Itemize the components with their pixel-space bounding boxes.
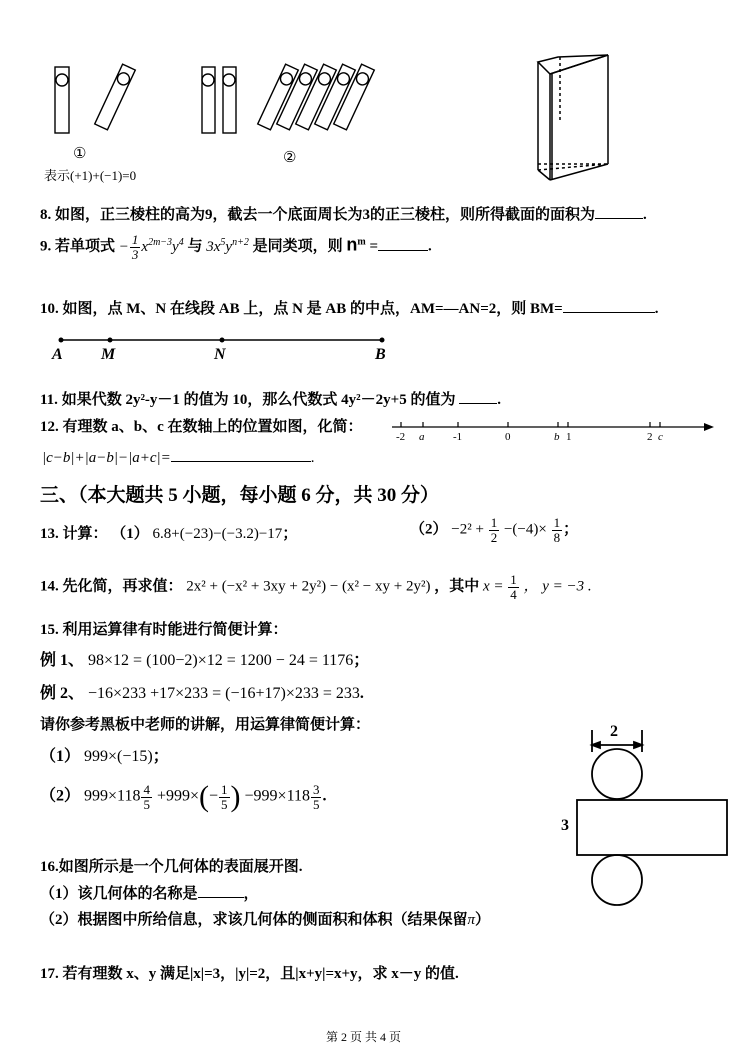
question-15-instruction: 请你参考黑板中老师的讲解，用运算律简便计算： (40, 717, 371, 733)
punctuation: ； (353, 652, 370, 669)
punctuation: . (654, 301, 659, 317)
punctuation: ） (475, 912, 491, 928)
question-number: 15. (40, 622, 59, 638)
question-number: 16 (40, 859, 55, 875)
expression-1: 6.8+(−23)−(−3.2)−17 (152, 526, 283, 542)
question-9 (40, 233, 432, 261)
example-expression: −16×233 +17×233 = (−16+17)×233 = 233 (88, 685, 360, 702)
expression: 999×(−15) (84, 748, 153, 765)
question-number: 13. (40, 526, 59, 542)
answer-blank[interactable] (563, 297, 655, 313)
question-15-part-1 (40, 743, 169, 766)
power-n: n (346, 234, 358, 255)
monomial-1: − $\frac{1}{3}$ $x^{2m-3}y^4$ (118, 232, 184, 262)
page-footer: 第 2 页 共 4 页 (326, 1030, 402, 1044)
expression-c: −999×118 (244, 787, 310, 805)
question-10 (40, 297, 658, 318)
punctuation: . (359, 685, 364, 702)
part-label: （2） (410, 521, 448, 538)
figure-label-1: ① (73, 146, 87, 162)
question-number: 9. (40, 238, 52, 255)
equals: = (369, 238, 378, 255)
punctuation: ； (152, 748, 169, 765)
expression: 2x² + (−x² + 3xy + 2y²) − (x² − xy + 2y²) (186, 578, 431, 595)
monomial-2: $3x^5y^{n+2}$ (206, 236, 249, 255)
answer-blank[interactable] (171, 446, 311, 462)
question-number: 14. (40, 578, 59, 595)
question-number: 12. (40, 419, 59, 435)
counting-sticks-figure (40, 55, 380, 170)
height-label: 3 (561, 817, 569, 834)
exponent-m: m (357, 236, 366, 248)
answer-blank[interactable] (595, 203, 643, 219)
tick-c: c (658, 431, 663, 443)
example-label: 例 2、 (40, 685, 85, 702)
stick-vertical (55, 67, 69, 133)
question-number: 8. (40, 207, 52, 223)
question-17 (40, 962, 459, 983)
tick-minus-1: -1 (453, 431, 463, 443)
question-text: .如图所示是一个几何体的表面展开图. (55, 859, 303, 875)
point-m-label: M (101, 346, 116, 363)
tick-0: 0 (505, 431, 511, 443)
example-2 (40, 680, 364, 703)
question-11 (40, 388, 501, 409)
punctuation: ； (282, 526, 298, 542)
section-3-heading: 三、（本大题共 5 小题，每小题 6 分，共 30 分） (40, 485, 440, 506)
question-8 (40, 203, 647, 224)
question-15 (40, 618, 288, 639)
question-text: 与 (187, 238, 203, 255)
point-a-label: A (52, 346, 63, 363)
point-b-label: B (375, 346, 386, 363)
punctuation: . (322, 787, 327, 805)
part-label: （1） (40, 748, 81, 765)
question-number: 17. (40, 966, 59, 982)
tick-2: 2 (647, 431, 653, 443)
tick-minus-2: -2 (396, 431, 406, 443)
part-text: （1）该几何体的名称是 (40, 886, 198, 902)
x-value: x = (482, 578, 504, 595)
stick-vertical (202, 67, 215, 133)
example-expression: 98×12 = (100−2)×12 = 1200 − 24 = 1176 (88, 652, 354, 669)
triangular-prism-figure (530, 52, 615, 192)
part-text: （2）根据图中所给信息，求该几何体的侧面积和体积（结果保留 (40, 912, 468, 928)
part-label: （1） (111, 526, 149, 542)
question-text: 若有理数 x、y 满足|x|=3，|y|=2，且|x+y|=x+y，求 x－y 的值. (62, 966, 459, 982)
figure-caption: 表示(+1)+(−1)=0 (44, 168, 137, 183)
example-1 (40, 647, 369, 670)
question-text: 如果代数 2y²-y－1 的值为 10，那么代数式 4y²－2y+5 的值为 (61, 392, 456, 408)
question-text: 如图，正三棱柱的高为9，截去一个底面周长为3的正三棱柱，则所得截面的面积为 (55, 207, 596, 223)
tick-b: b (554, 431, 560, 443)
answer-blank[interactable] (459, 388, 497, 404)
question-label: 先化简，再求值： (62, 578, 183, 595)
question-text: 是同类项，则 (252, 238, 343, 255)
expression-b: +999× (156, 787, 199, 805)
punctuation: . (643, 207, 647, 223)
answer-blank[interactable] (198, 882, 244, 898)
question-12-expression (42, 446, 315, 467)
condition-text: ，其中 (434, 578, 480, 595)
pi-symbol: π (467, 912, 476, 928)
expression-a: 999×118 (84, 787, 141, 805)
figure-label-2: ② (283, 150, 297, 166)
question-16 (40, 855, 303, 876)
example-label: 例 1、 (40, 652, 85, 669)
question-15-part-2: （2） 999×118 $\frac{4}{5}$ +999×(− $\frac{1}{5}$ ) −999×118 $\frac{3}{5}$ . (40, 780, 327, 813)
stick-vertical (223, 67, 236, 133)
question-12 (40, 415, 363, 436)
stick-slanted (95, 64, 136, 130)
punctuation: ； (563, 521, 579, 538)
question-number: 11. (40, 392, 58, 408)
tick-1: 1 (566, 431, 572, 443)
punctuation: . (428, 238, 432, 255)
question-16-part-1 (40, 882, 259, 903)
punctuation: . (310, 450, 315, 466)
question-16-part-2 (40, 908, 490, 929)
question-text: 有理数 a、b、c 在数轴上的位置如图，化简： (62, 419, 363, 435)
punctuation: . (497, 392, 501, 408)
tick-a: a (419, 431, 425, 443)
question-13-part-2: （2） −2² + $\frac{1}{2}$ −(−4)× $\frac{1}{8}$ ； (410, 515, 579, 545)
expression-2a: −2² + (451, 521, 484, 538)
point-n-label: N (214, 346, 226, 363)
part-label: （2） (40, 787, 81, 805)
punctuation: ， (243, 886, 259, 902)
question-label: 计算： (62, 526, 108, 542)
question-text: 如图，点 M、N 在线段 AB 上，点 N 是 AB 的中点，AM=—AN=2，则 BM= (62, 301, 563, 317)
question-label: 利用运算律有时能进行简便计算： (62, 622, 288, 638)
question-text: 若单项式 (55, 238, 116, 255)
question-number: 10. (40, 301, 59, 317)
cylinder-net-figure (575, 722, 735, 912)
diameter-label: 2 (610, 723, 618, 740)
question-14: 14. 先化简，再求值： 2x² + (−x² + 3xy + 2y²) − (x² − xy + 2y²) ，其中 x = $\frac{1}{4}$ ， y = −3 . (40, 572, 592, 602)
answer-blank[interactable] (378, 235, 428, 251)
absolute-value-expression: |c−b|+|a−b|−|a+c|= (42, 450, 171, 466)
question-13 (40, 522, 297, 543)
y-value: ， y = −3 . (523, 578, 592, 595)
expression-2b: −(−4)× (503, 521, 547, 538)
